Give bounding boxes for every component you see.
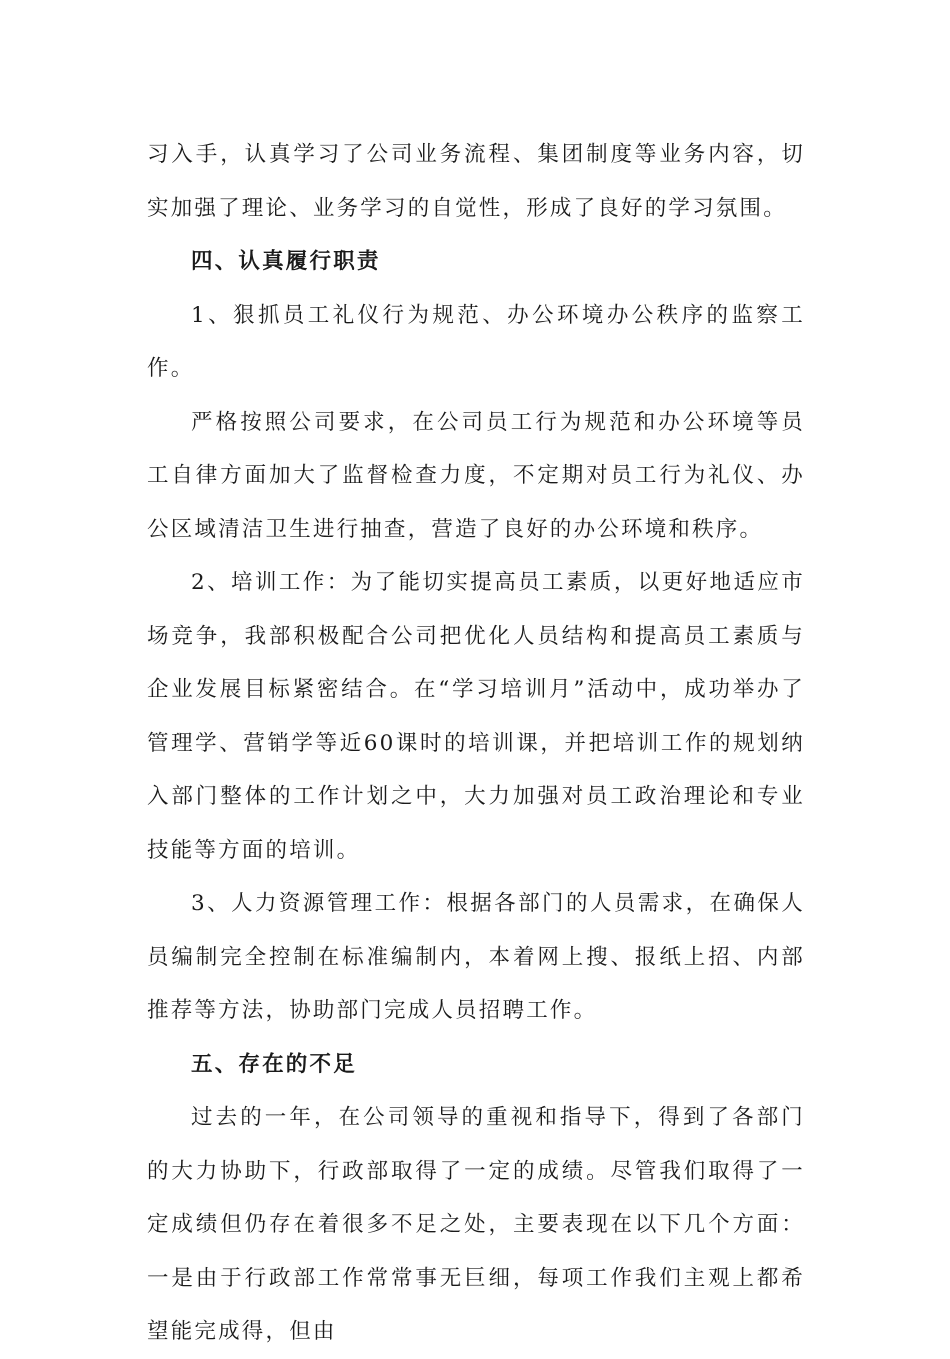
document-body	[147, 128, 805, 1359]
paragraph-item-3-hr: 3、人力资源管理工作：根据各部门的人员需求，在确保人员编制完全控制在标准编制内，本着网上搜、报纸上招、内部推荐等方法，协助部门完成人员招聘工作。	[147, 891, 805, 1023]
paragraph-continued: 习入手，认真学习了公司业务流程、集团制度等业务内容，切实加强了理论、业务学习的自觉性，形成了良好的学习氛围。	[147, 142, 805, 221]
paragraph-conduct-inspection: 严格按照公司要求，在公司员工行为规范和办公环境等员工自律方面加大了监督检查力度，不定期对员工行为礼仪、办公区域清洁卫生进行抽查，营造了良好的办公环境和秩序。	[147, 409, 805, 542]
paragraph-item-1: 1、狠抓员工礼仪行为规范、办公环境办公秩序的监察工作。	[147, 302, 805, 381]
paragraph-shortcomings: 过去的一年，在公司领导的重视和指导下，得到了各部门的大力协助下，行政部取得了一定的成绩。尽管我们取得了一定成绩但仍存在着很多不足之处，主要表现在以下几个方面：一是由于行政部工作常常事无巨细，每项工作我们主观上都希望能完成得，但由	[147, 1105, 805, 1344]
section-heading-five: 五、存在的不足	[191, 1051, 357, 1077]
section-heading-four: 四、认真履行职责	[191, 249, 381, 274]
paragraph-item-2-training: 2、培训工作：为了能切实提高员工素质，以更好地适应市场竞争，我部积极配合公司把优化人员结构和提高员工素质与企业发展目标紧密结合。在“学习培训月”活动中，成功举办了管理学、营销学等近60课时的培训课，并把培训工作的规划纳入部门整体的工作计划之中，大力加强对员工政治理论和专业技能等方面的培训。	[147, 570, 805, 863]
